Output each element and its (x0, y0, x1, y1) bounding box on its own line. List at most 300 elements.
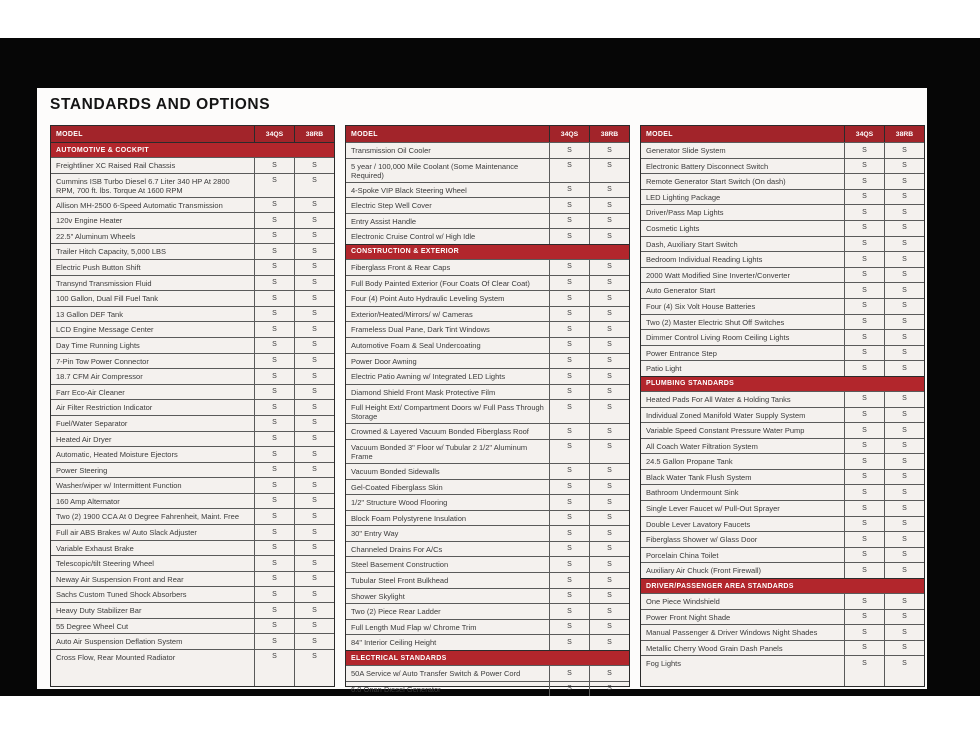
feature-row (51, 633, 334, 649)
availability-cell: S (254, 385, 294, 400)
page-title: STANDARDS AND OPTIONS (50, 96, 271, 113)
feature-label: Variable Exhaust Brake (56, 543, 134, 553)
availability-cell: S (294, 338, 334, 353)
availability-cell: S (884, 237, 924, 252)
model-header-label: MODEL (351, 130, 378, 138)
availability-cell: S (884, 641, 924, 656)
model-header-label: MODEL (56, 130, 83, 138)
availability-cell: S (589, 542, 629, 557)
availability-cell: S (589, 526, 629, 541)
availability-cell: S (294, 213, 334, 228)
availability-cell: S (589, 229, 629, 244)
feature-label: Washer/wiper w/ Intermittent Function (56, 481, 182, 491)
feature-row (346, 423, 629, 439)
feature-label: Block Foam Polystyrene Insulation (351, 513, 467, 523)
availability-cell: S (844, 517, 884, 532)
availability-cell: S (589, 424, 629, 439)
feature-row (51, 306, 334, 322)
feature-row (641, 189, 924, 205)
availability-cell: S (254, 400, 294, 415)
availability-cell: S (294, 322, 334, 337)
feature-row (346, 182, 629, 198)
availability-cell: S (844, 268, 884, 283)
availability-cell: S (549, 542, 589, 557)
availability-cell: S (549, 159, 589, 182)
feature-label: 5 year / 100,000 Mile Coolant (Some Maintenance Required) (351, 161, 519, 180)
feature-label: LCD Engine Message Center (56, 325, 154, 335)
availability-cell: S (549, 557, 589, 572)
availability-cell: S (549, 183, 589, 198)
feature-row (641, 624, 924, 640)
feature-label: Telescopic/tilt Steering Wheel (56, 559, 154, 569)
availability-cell: S (884, 625, 924, 640)
feature-label: 24.5 Gallon Propane Tank (646, 457, 733, 467)
availability-cell: S (844, 594, 884, 609)
availability-cell: S (549, 400, 589, 423)
feature-label: Cummins ISB Turbo Diesel 6.7 Liter 340 HP At 2800 RPM, 700 ft. lbs. Torque At 1600 RPM (56, 176, 230, 195)
availability-cell: S (549, 480, 589, 495)
feature-label: Diamond Shield Front Mask Protective Film (351, 387, 496, 397)
availability-cell: S (549, 260, 589, 275)
feature-row (346, 494, 629, 510)
feature-label: Manual Passenger & Driver Windows Night Shades (646, 628, 818, 638)
feature-label: Gel-Coated Fiberglass Skin (351, 482, 443, 492)
availability-cell: S (294, 307, 334, 322)
feature-row (641, 500, 924, 516)
availability-cell: S (254, 198, 294, 213)
feature-label: Steel Basement Construction (351, 560, 449, 570)
feature-row (641, 547, 924, 563)
availability-cell: S (589, 291, 629, 306)
availability-cell: S (884, 190, 924, 205)
feature-label: Frameless Dual Pane, Dark Tint Windows (351, 325, 490, 335)
feature-label: Shower Skylight (351, 591, 405, 601)
feature-row (641, 562, 924, 578)
availability-cell: S (589, 511, 629, 526)
availability-cell: S (844, 610, 884, 625)
availability-cell: S (549, 385, 589, 400)
feature-label: 100 Gallon, Dual Fill Fuel Tank (56, 294, 158, 304)
feature-label: Electric Patio Awning w/ Integrated LED Lights (351, 372, 506, 382)
feature-label: Sachs Custom Tuned Shock Absorbers (56, 590, 187, 600)
feature-row (641, 484, 924, 500)
feature-row (641, 267, 924, 283)
availability-cell: S (254, 260, 294, 275)
availability-cell: S (294, 174, 334, 197)
feature-row (51, 618, 334, 634)
feature-label: 6.0 Onan Diesel Generator (351, 684, 441, 694)
availability-cell: S (844, 439, 884, 454)
feature-label: Full Height Ext/ Compartment Doors w/ Full Pass Through Storage (351, 403, 544, 422)
feature-label: Full Length Mud Flap w/ Chrome Trim (351, 622, 477, 632)
feature-row (346, 439, 629, 463)
availability-cell: S (549, 214, 589, 229)
feature-label: Four (4) Point Auto Hydraulic Leveling System (351, 294, 505, 304)
section-header: PLUMBING STANDARDS (641, 376, 924, 391)
availability-cell: S (294, 229, 334, 244)
model-column-header: 38RB (589, 126, 629, 142)
availability-cell: S (549, 620, 589, 635)
availability-cell: S (254, 587, 294, 602)
availability-cell: S (549, 424, 589, 439)
availability-cell: S (844, 315, 884, 330)
availability-cell: S (549, 526, 589, 541)
feature-label: Auto Generator Start (646, 286, 716, 296)
feature-label: Generator Slide System (646, 146, 726, 155)
feature-row (346, 321, 629, 337)
feature-row (346, 603, 629, 619)
model-column-header: 34QS (254, 126, 294, 142)
availability-cell: S (549, 143, 589, 158)
feature-label: Cosmetic Lights (646, 223, 700, 233)
feature-row (346, 384, 629, 400)
feature-row (346, 368, 629, 384)
feature-label: Full air ABS Brakes w/ Auto Slack Adjuster (56, 528, 197, 538)
feature-row (51, 173, 334, 197)
availability-cell: S (589, 464, 629, 479)
feature-row (346, 572, 629, 588)
availability-cell: S (884, 594, 924, 609)
feature-label: Freightliner XC Raised Rail Chassis (56, 161, 176, 170)
availability-cell: S (884, 268, 924, 283)
feature-row (346, 290, 629, 306)
availability-cell: S (589, 260, 629, 275)
availability-cell: S (844, 283, 884, 298)
feature-label: Vacuum Bonded 3" Floor w/ Tubular 2 1/2" Aluminum Frame (351, 442, 528, 461)
availability-cell: S (844, 205, 884, 220)
availability-cell: S (294, 291, 334, 306)
feature-label: Two (2) 1900 CCA At 0 Degree Fahrenheit, Maint. Free (56, 512, 240, 522)
availability-cell: S (884, 330, 924, 345)
feature-label: 7-Pin Tow Power Connector (56, 356, 149, 366)
availability-cell: S (844, 252, 884, 267)
availability-cell: S (844, 656, 884, 686)
availability-cell: S (549, 307, 589, 322)
feature-row (641, 158, 924, 174)
feature-label: Heated Air Dryer (56, 434, 112, 444)
availability-cell: S (294, 158, 334, 173)
availability-cell: S (549, 369, 589, 384)
feature-label: Driver/Pass Map Lights (646, 208, 724, 218)
feature-label: 13 Gallon DEF Tank (56, 309, 123, 319)
feature-row (51, 540, 334, 556)
availability-cell: S (884, 563, 924, 578)
availability-cell: S (884, 532, 924, 547)
availability-cell: S (549, 291, 589, 306)
feature-label: Auto Air Suspension Deflation System (56, 637, 183, 647)
availability-cell: S (254, 509, 294, 524)
availability-cell: S (589, 557, 629, 572)
feature-row (51, 493, 334, 509)
availability-cell: S (294, 260, 334, 275)
availability-cell: S (294, 385, 334, 400)
availability-cell: S (844, 563, 884, 578)
availability-cell: S (294, 494, 334, 509)
feature-label: Transmission Oil Cooler (351, 146, 431, 155)
feature-row (641, 516, 924, 532)
availability-cell: S (549, 322, 589, 337)
availability-cell: S (884, 610, 924, 625)
feature-label: Day Time Running Lights (56, 340, 140, 350)
availability-cell: S (294, 525, 334, 540)
feature-row (641, 469, 924, 485)
feature-label: 55 Degree Wheel Cut (56, 621, 129, 631)
feature-row (641, 236, 924, 252)
section-header: ELECTRICAL STANDARDS (346, 650, 629, 665)
availability-cell: S (884, 517, 924, 532)
availability-cell: S (254, 603, 294, 618)
feature-label: Power Door Awning (351, 356, 417, 366)
feature-row (51, 586, 334, 602)
feature-row (51, 446, 334, 462)
feature-row (641, 438, 924, 454)
table-header-row (51, 126, 334, 142)
feature-row (346, 619, 629, 635)
availability-cell: S (254, 158, 294, 173)
availability-cell: S (884, 205, 924, 220)
feature-row (51, 477, 334, 493)
availability-cell: S (589, 604, 629, 619)
feature-row (641, 655, 924, 686)
availability-cell: S (589, 143, 629, 158)
feature-row (346, 556, 629, 572)
feature-label: Automotive Foam & Seal Undercoating (351, 340, 481, 350)
availability-cell: S (844, 361, 884, 376)
availability-cell: S (884, 392, 924, 407)
feature-row (641, 609, 924, 625)
availability-cell: S (884, 361, 924, 376)
feature-row (51, 157, 334, 173)
availability-cell: S (589, 480, 629, 495)
availability-cell: S (589, 400, 629, 423)
availability-cell: S (254, 369, 294, 384)
availability-cell: S (589, 635, 629, 650)
feature-row (641, 391, 924, 407)
availability-cell: S (884, 408, 924, 423)
availability-cell: S (549, 464, 589, 479)
feature-row (51, 259, 334, 275)
feature-row (346, 306, 629, 322)
feature-row (346, 665, 629, 681)
feature-row (51, 337, 334, 353)
availability-cell: S (884, 143, 924, 158)
feature-row (641, 345, 924, 361)
feature-label: Fiberglass Shower w/ Glass Door (646, 535, 758, 545)
feature-row (346, 142, 629, 158)
feature-label: All Coach Water Filtration System (646, 441, 758, 451)
feature-row (641, 173, 924, 189)
feature-label: Fiberglass Front & Rear Caps (351, 262, 451, 272)
availability-cell: S (589, 589, 629, 604)
feature-label: Channeled Drains For A/Cs (351, 544, 443, 554)
availability-cell: S (884, 501, 924, 516)
availability-cell: S (844, 501, 884, 516)
availability-cell: S (589, 495, 629, 510)
feature-row (641, 251, 924, 267)
feature-row (641, 531, 924, 547)
availability-cell: S (254, 525, 294, 540)
availability-cell: S (254, 291, 294, 306)
availability-cell: S (844, 299, 884, 314)
availability-cell: S (254, 276, 294, 291)
availability-cell: S (884, 656, 924, 686)
availability-cell: S (294, 619, 334, 634)
feature-label: Bedroom Individual Reading Lights (646, 255, 763, 265)
feature-label: Heated Pads For All Water & Holding Tanks (646, 394, 791, 404)
feature-row (51, 431, 334, 447)
feature-label: Automatic, Heated Moisture Ejectors (56, 450, 178, 460)
feature-label: Fuel/Water Separator (56, 418, 128, 428)
feature-row (51, 197, 334, 213)
availability-cell: S (294, 572, 334, 587)
feature-label: Entry Assist Handle (351, 216, 417, 226)
availability-cell: S (294, 603, 334, 618)
feature-row (51, 353, 334, 369)
feature-row (641, 220, 924, 236)
feature-row (51, 275, 334, 291)
feature-label: Auxiliary Air Chuck (Front Firewall) (646, 566, 762, 576)
availability-cell: S (294, 463, 334, 478)
availability-cell: S (549, 338, 589, 353)
feature-row (51, 571, 334, 587)
availability-cell: S (294, 650, 334, 686)
availability-cell: S (294, 541, 334, 556)
feature-label: Allison MH-2500 6-Speed Automatic Transmission (56, 200, 223, 210)
feature-label: 84" Interior Ceiling Height (351, 638, 437, 648)
availability-cell: S (549, 440, 589, 463)
availability-cell: S (254, 572, 294, 587)
feature-label: Dash, Auxiliary Start Switch (646, 239, 738, 249)
availability-cell: S (549, 682, 589, 697)
feature-row (641, 204, 924, 220)
availability-cell: S (254, 494, 294, 509)
feature-row (346, 213, 629, 229)
availability-cell: S (549, 495, 589, 510)
feature-row (51, 384, 334, 400)
feature-label: Fog Lights (646, 659, 682, 669)
feature-row (641, 360, 924, 376)
availability-cell: S (884, 283, 924, 298)
feature-label: 50A Service w/ Auto Transfer Switch & Power Cord (351, 669, 521, 679)
feature-row (346, 337, 629, 353)
feature-row (346, 197, 629, 213)
availability-cell: S (589, 666, 629, 681)
feature-label: Four (4) Six Volt House Batteries (646, 301, 756, 311)
availability-cell: S (844, 641, 884, 656)
feature-label: Patio Light (646, 364, 682, 374)
feature-row (641, 298, 924, 314)
availability-cell: S (844, 330, 884, 345)
availability-cell: S (254, 354, 294, 369)
feature-row (346, 275, 629, 291)
feature-row (641, 422, 924, 438)
availability-cell: S (589, 276, 629, 291)
availability-cell: S (254, 619, 294, 634)
feature-label: LED Lighting Package (646, 192, 721, 202)
availability-cell: S (844, 548, 884, 563)
spec-table (640, 125, 925, 687)
availability-cell: S (589, 183, 629, 198)
section-header: DRIVER/PASSENGER AREA STANDARDS (641, 578, 924, 593)
feature-row (51, 462, 334, 478)
availability-cell: S (589, 198, 629, 213)
availability-cell: S (294, 354, 334, 369)
availability-cell: S (884, 439, 924, 454)
availability-cell: S (844, 625, 884, 640)
feature-row (51, 243, 334, 259)
feature-row (51, 290, 334, 306)
availability-cell: S (294, 634, 334, 649)
feature-row (641, 593, 924, 609)
spec-tables-container (50, 125, 925, 694)
model-column-header: 34QS (844, 126, 884, 142)
model-column-header: 34QS (549, 126, 589, 142)
feature-row (51, 555, 334, 571)
feature-row (51, 508, 334, 524)
availability-cell: S (254, 634, 294, 649)
availability-cell: S (254, 650, 294, 686)
model-header-label: MODEL (646, 130, 673, 138)
availability-cell: S (254, 432, 294, 447)
feature-label: 30" Entry Way (351, 529, 399, 539)
table-header-row (346, 126, 629, 142)
feature-label: Farr Eco-Air Cleaner (56, 387, 125, 397)
availability-cell: S (549, 229, 589, 244)
feature-label: Power Front Night Shade (646, 612, 731, 622)
feature-row (51, 212, 334, 228)
availability-cell: S (589, 369, 629, 384)
availability-cell: S (589, 338, 629, 353)
feature-label: 1/2" Structure Wood Flooring (351, 498, 448, 508)
black-background-panel (0, 38, 980, 696)
availability-cell: S (844, 143, 884, 158)
feature-row (346, 510, 629, 526)
availability-cell: S (884, 252, 924, 267)
availability-cell: S (294, 509, 334, 524)
availability-cell: S (884, 346, 924, 361)
availability-cell: S (254, 338, 294, 353)
feature-row (51, 524, 334, 540)
availability-cell: S (549, 276, 589, 291)
availability-cell: S (844, 221, 884, 236)
availability-cell: S (884, 454, 924, 469)
feature-label: Power Steering (56, 465, 108, 475)
feature-row (346, 399, 629, 423)
availability-cell: S (844, 532, 884, 547)
feature-label: Crowned & Layered Vacuum Bonded Fiberglass Roof (351, 427, 529, 437)
availability-cell: S (254, 174, 294, 197)
availability-cell: S (254, 463, 294, 478)
feature-row (51, 321, 334, 337)
availability-cell: S (884, 485, 924, 500)
availability-cell: S (589, 440, 629, 463)
feature-row (346, 541, 629, 557)
feature-row (346, 525, 629, 541)
feature-label: Electric Push Button Shift (56, 262, 141, 272)
availability-cell: S (254, 478, 294, 493)
availability-cell: S (884, 423, 924, 438)
availability-cell: S (549, 198, 589, 213)
feature-row (346, 681, 629, 697)
availability-cell: S (844, 346, 884, 361)
feature-row (346, 353, 629, 369)
feature-label: Electronic Cruise Control w/ High Idle (351, 232, 476, 242)
feature-row (641, 329, 924, 345)
feature-label: 2000 Watt Modified Sine Inverter/Converter (646, 270, 790, 280)
availability-cell: S (294, 400, 334, 415)
feature-label: Exterior/Heated/Mirrors/ w/ Cameras (351, 309, 473, 319)
feature-label: 160 Amp Alternator (56, 496, 120, 506)
